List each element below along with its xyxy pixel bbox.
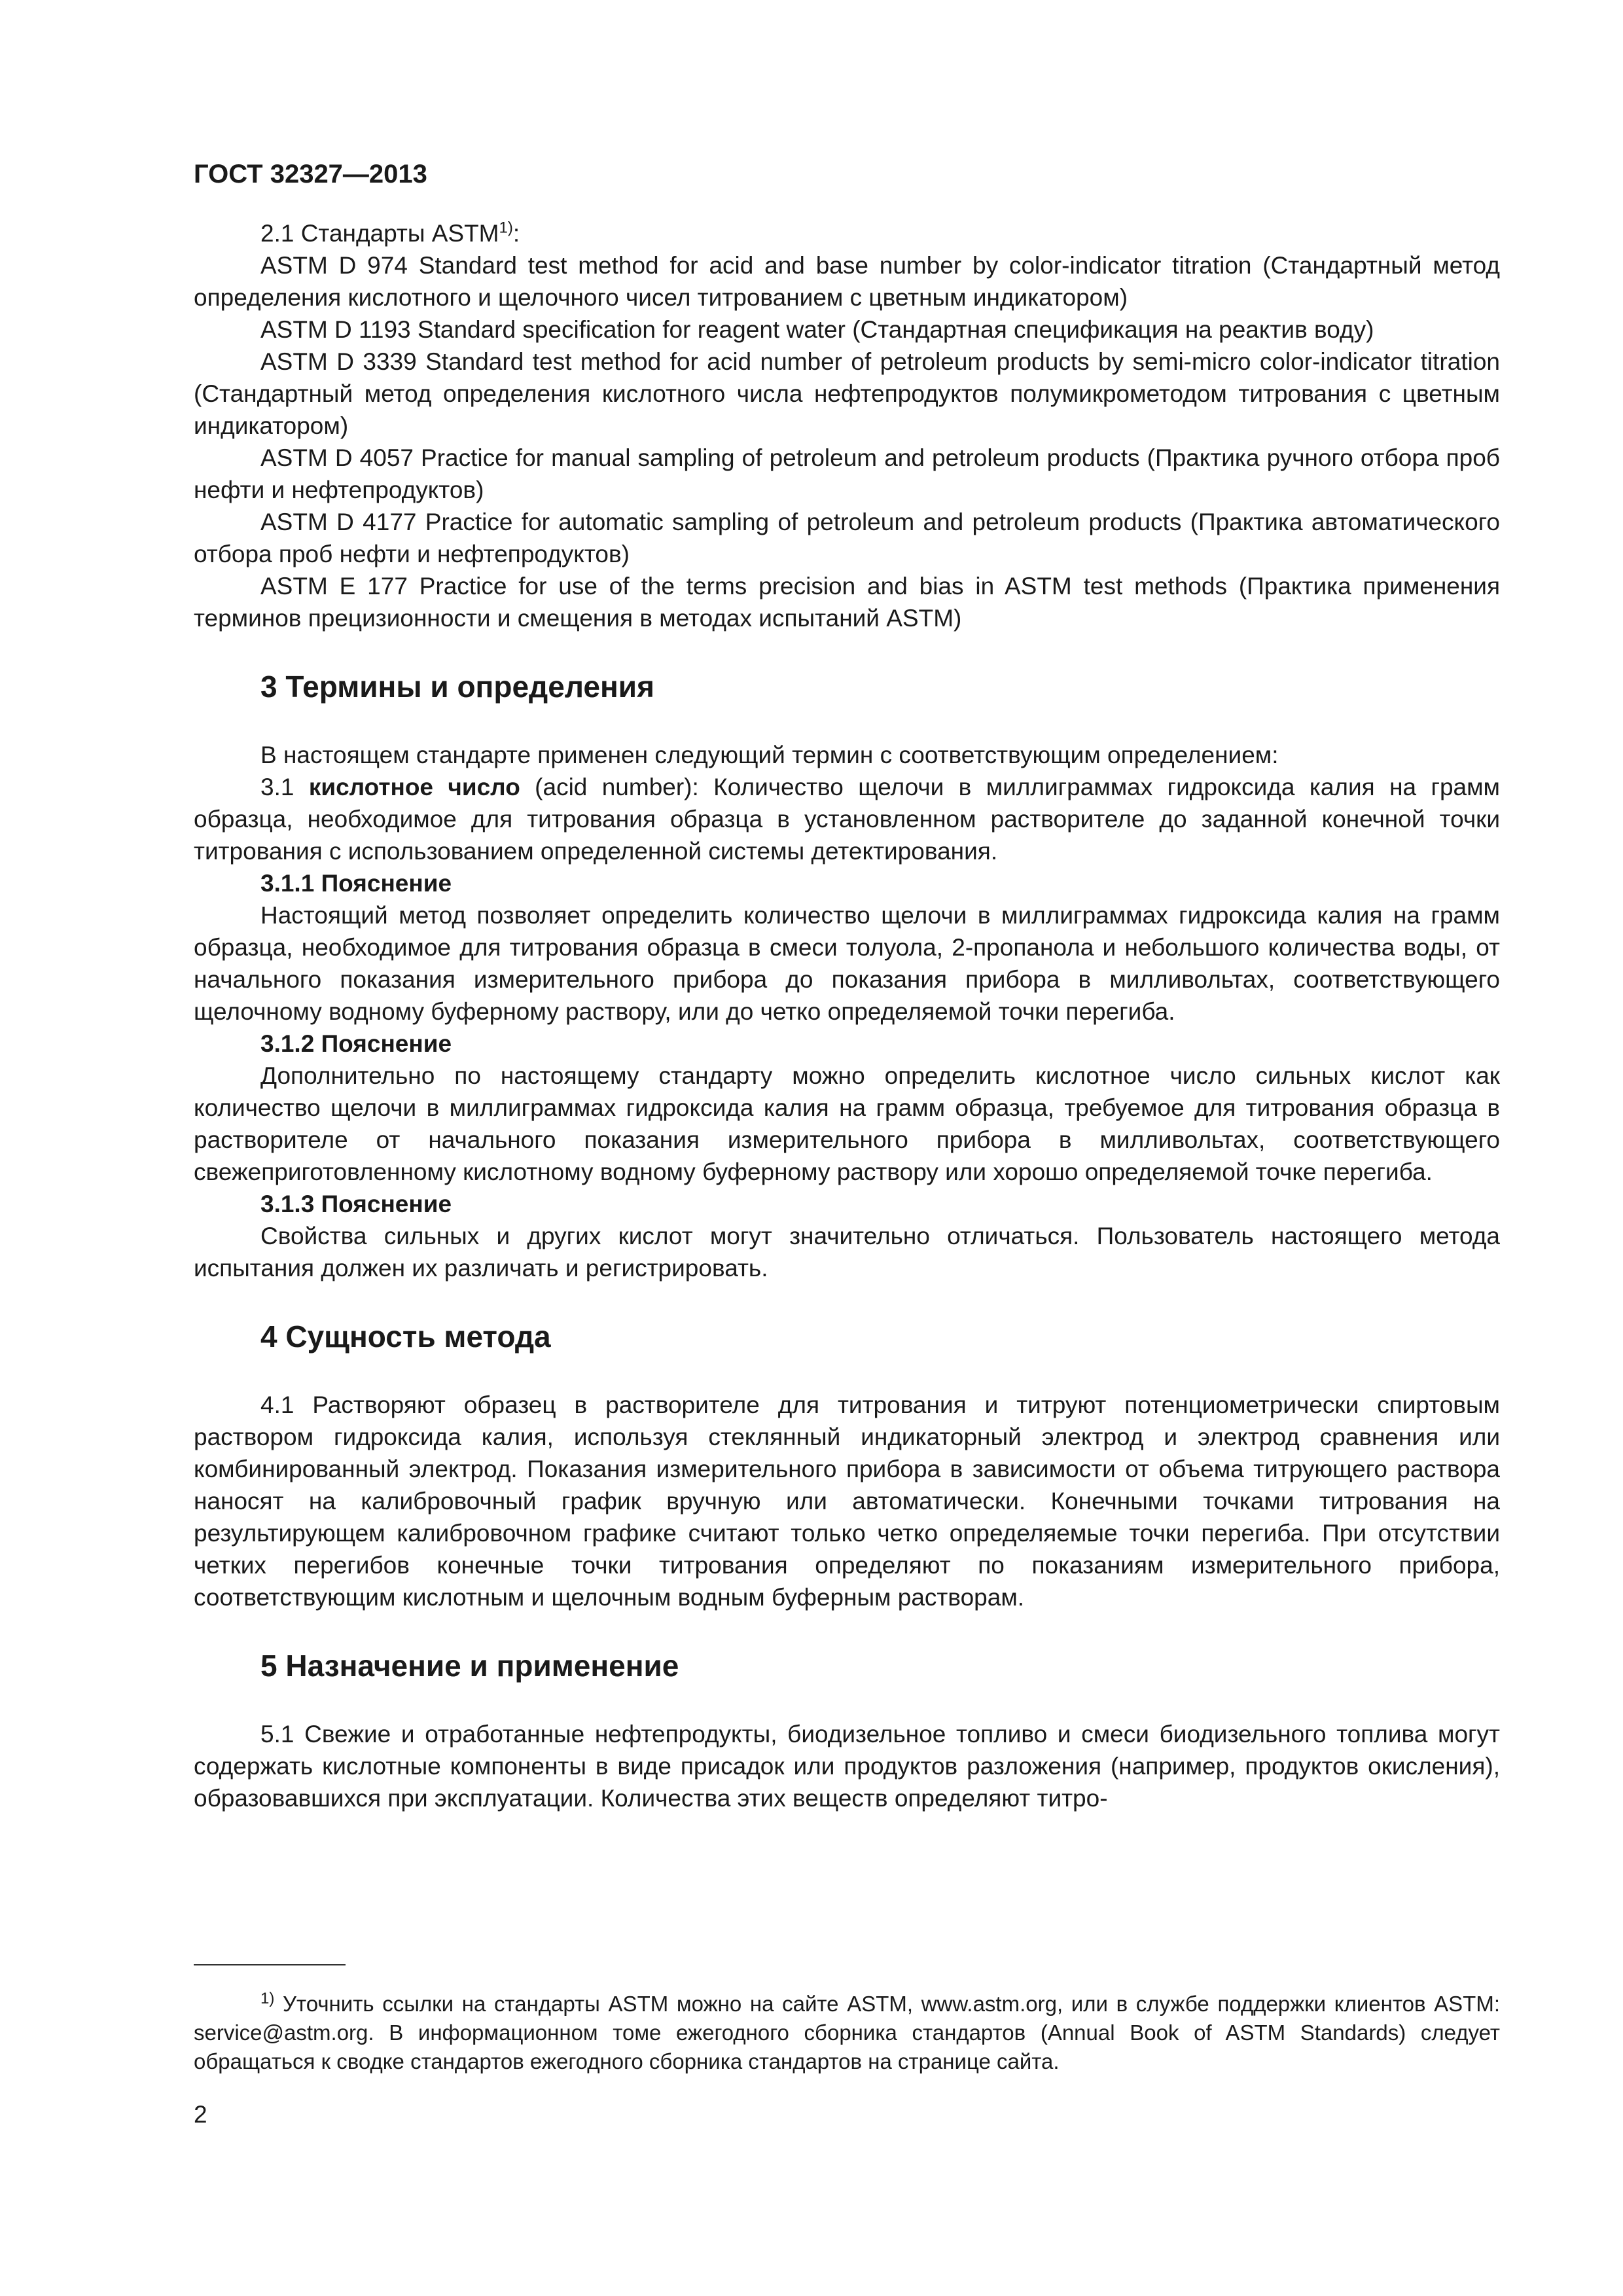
page-number: 2 (194, 2101, 207, 2128)
paragraph-4-1: 4.1 Растворяют образец в растворителе для титрования и титруют потенциометрически спиртовым раствором гидроксида калия, используя стеклянный индикаторный электрод и электрод сравнения или комбинированный электрод. Показания измерительного прибора в зависимости от объема титрующего раствора наносят на калибровочный график вручную или автоматически. Конечными точками титрования на результирующем калибровочном графике считают только четко определяемые точки перегиба. При отсутствии четких перегибов конечные точки титрования определяют по показаниям измерительного прибора, соответствующим кислотным и щелочным водным буферным растворам. (194, 1391, 1500, 1611)
astm-reference: ASTM D 1193 Standard specification for reagent water (Стандартная спецификация на реактив воду) (260, 316, 1374, 343)
section-4-heading: 4 Сущность метода (260, 1319, 551, 1354)
footnote-text: Уточнить ссылки на стандарты ASTM можно на сайте ASTM, www.astm.org, или в службе поддержки клиентов ASTM: service@astm.org. В информационном томе ежегодного сборника стандартов (Annual Book of ASTM Standards) следует обращаться к сводке стандартов ежегодного сборника стандартов на странице сайта. (194, 1992, 1500, 2073)
astm-intro-colon: : (512, 220, 520, 247)
footnote-1 (194, 1990, 1500, 2076)
astm-reference: ASTM D 4177 Practice for automatic sampling of petroleum and petroleum products (Практика автоматического отбора проб нефти и нефтепродуктов) (194, 509, 1500, 567)
footnotes (194, 1990, 1500, 2076)
section-3-intro: В настоящем стандарте применен следующий термин с соответствующим определением: (260, 742, 1279, 768)
astm-standards-intro (194, 217, 1500, 249)
note-3-1-2-title: 3.1.2 Пояснение (260, 1030, 452, 1057)
paragraph-5-1: 5.1 Свежие и отработанные нефтепродукты, биодизельное топливо и смеси биодизельного топлива могут содержать кислотные компоненты в виде присадок или продуктов разложения (например, продуктов окисления), образовавшихся при эксплуатации. Количества этих веществ определяют титро- (194, 1721, 1500, 1812)
note-3-1-3-text: Свойства сильных и других кислот могут значительно отличаться. Пользователь настоящего метода испытания должен их различать и регистрировать. (194, 1223, 1500, 1282)
definition-number: 3.1 (260, 774, 309, 800)
note-3-1-3-title: 3.1.3 Пояснение (260, 1191, 452, 1217)
document-code-header: ГОСТ 32327—2013 (194, 160, 427, 188)
note-3-1-1-text: Настоящий метод позволяет определить количество щелочи в миллиграммах гидроксида калия на грамм образца, необходимое для титрования образца в смеси толуола, 2-пропанола и небольшого количества воды, от начального показания измерительного прибора до показания прибора в милливольтах, соответствующего щелочному водному буферному раствору, или до четко определяемой точки перегиба. (194, 902, 1500, 1025)
footnote-ref: 1) (499, 219, 513, 237)
astm-reference: ASTM D 974 Standard test method for acid and base number by color-indicator titration (Стандартный метод определения кислотного и щелочного чисел титрованием с цветным индикатором) (194, 252, 1500, 311)
footnote-separator (194, 1964, 346, 1965)
astm-reference: ASTM D 3339 Standard test method for acid number of petroleum products by semi-micro color-indicator titration (Стандартный метод определения кислотного числа нефтепродуктов полумикрометодом титрования с цветным индикатором) (194, 348, 1500, 439)
note-3-1-1-title: 3.1.1 Пояснение (260, 870, 452, 897)
definition-3-1 (194, 771, 1500, 867)
astm-reference: ASTM D 4057 Practice for manual sampling of petroleum and petroleum products (Практика ручного отбора проб нефти и нефтепродуктов) (194, 444, 1500, 503)
astm-reference: ASTM E 177 Practice for use of the terms precision and bias in ASTM test methods (Практика применения терминов прецизионности и смещения в методах испытаний ASTM) (194, 573, 1500, 632)
definition-text: (acid number): Количество щелочи в миллиграммах гидроксида калия на грамм образца, необходимое для титрования образца в установленном растворителе до заданной конечной точки титрования с использованием определенной системы детектирования. (194, 774, 1500, 865)
section-3-heading: 3 Термины и определения (260, 670, 654, 704)
section-5-heading: 5 Назначение и применение (260, 1649, 679, 1683)
astm-intro-text: 2.1 Стандарты ASTM (260, 220, 499, 247)
defined-term: кислотное число (308, 774, 520, 800)
document-page (194, 157, 1500, 1814)
note-3-1-2-text: Дополнительно по настоящему стандарту можно определить кислотное число сильных кислот как количество щелочи в миллиграммах гидроксида калия на грамм образца, требуемое для титрования образца в растворителе от начального показания измерительного прибора в милливольтах, соответствующего свежеприготовленному кислотному водному буферному раствору или хорошо определяемой точке перегиба. (194, 1062, 1500, 1185)
footnote-marker: 1) (260, 1990, 275, 2007)
